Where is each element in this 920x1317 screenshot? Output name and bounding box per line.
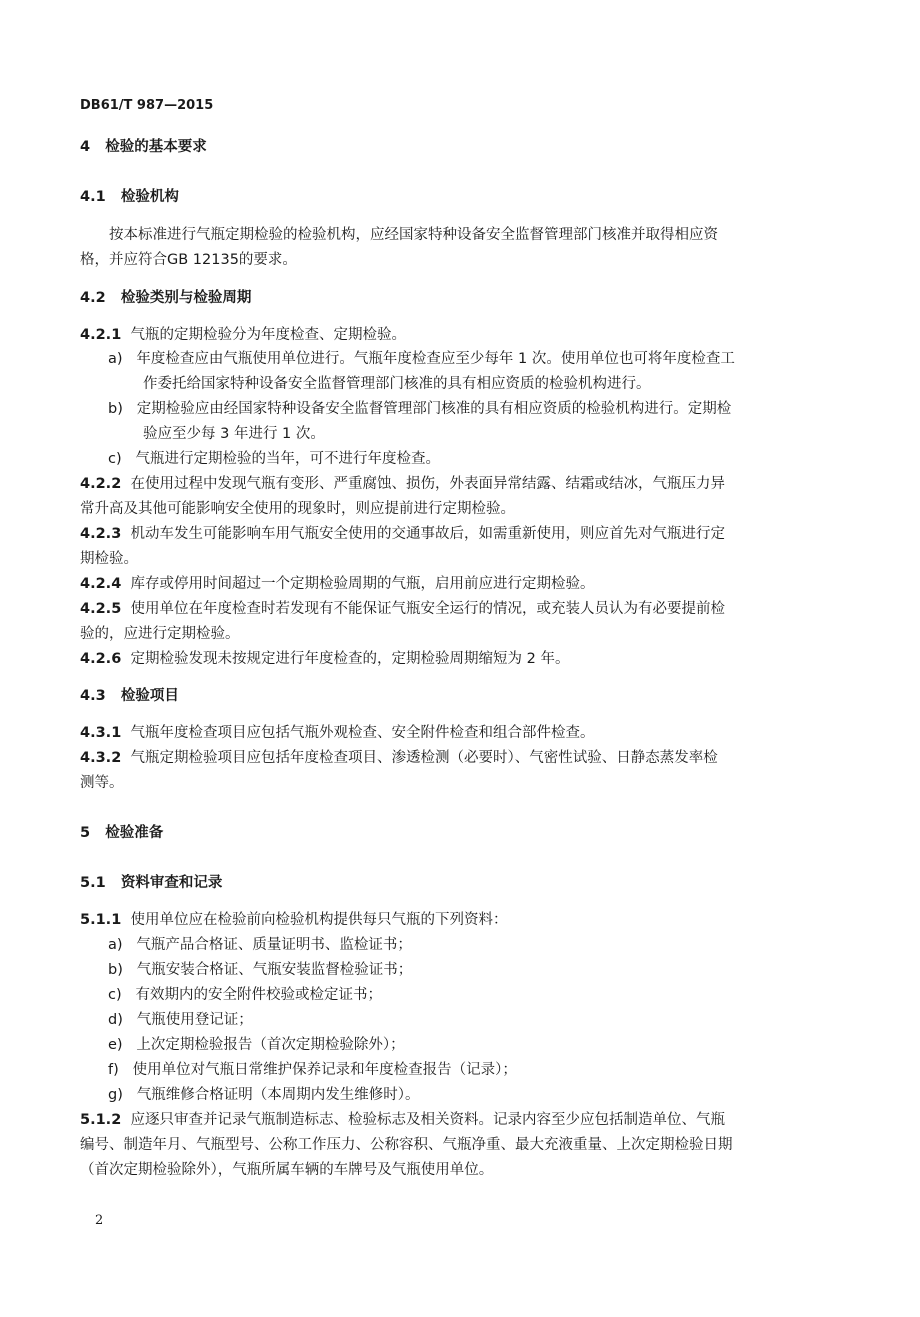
- list-item: [108, 1060, 517, 1080]
- list-text: 定期检验应由经国家特种设备安全监督管理部门核准的具有相应资质的检验机构进行。定期检: [136, 401, 732, 417]
- section-number: 4: [80, 139, 91, 155]
- clause-cont: 验的，应进行定期检验。: [80, 626, 240, 642]
- list-label: c): [108, 451, 122, 467]
- subsection-heading: [80, 288, 251, 308]
- clause-number: 4.3.2: [80, 750, 122, 766]
- list-item-cont: 验应至少每 3 年进行 1 次。: [143, 426, 325, 442]
- clause-text: 使用单位应在检验前向检验机构提供每只气瓶的下列资料：: [130, 912, 508, 928]
- clause-number: 4.2.6: [80, 651, 122, 667]
- list-text: 气瓶维修合格证明（本周期内发生维修时）。: [136, 1087, 420, 1103]
- section-title: 检验的基本要求: [105, 139, 207, 155]
- list-label: a): [108, 351, 123, 367]
- paragraph-line: 按本标准进行气瓶定期检验的检验机构，应经国家特种设备安全监督管理部门核准并取得相应资: [109, 227, 718, 243]
- list-label: a): [108, 937, 123, 953]
- subsection-number: 4.1: [80, 189, 106, 205]
- clause-number: 5.1.2: [80, 1112, 122, 1128]
- list-item: [108, 1035, 405, 1055]
- list-label: e): [108, 1037, 123, 1053]
- subsection-number: 4.2: [80, 290, 106, 306]
- clause-text: 在使用过程中发现气瓶有变形、严重腐蚀、损伤，外表面异常结露、结霜或结冰，气瓶压力异: [130, 476, 726, 492]
- subsection-title: 检验项目: [120, 688, 179, 704]
- subsection-heading: [80, 187, 179, 207]
- clause-number: 5.1.1: [80, 912, 122, 928]
- doc-code: DB61/T 987—2015: [80, 98, 214, 113]
- list-item-cont: 作委托给国家特种设备安全监督管理部门核准的具有相应资质的检验机构进行。: [143, 376, 651, 392]
- clause: [80, 524, 725, 544]
- list-label: c): [108, 987, 122, 1003]
- clause: [80, 325, 406, 345]
- clause-text: 气瓶定期检验项目应包括年度检查项目、渗透检测（必要时）、气密性试验、日静态蒸发率检: [130, 750, 718, 766]
- subsection-title: 检验类别与检验周期: [120, 290, 252, 306]
- clause: [80, 574, 595, 594]
- clause-text: 定期检验发现未按规定进行年度检查的，定期检验周期缩短为 2 年。: [130, 651, 570, 667]
- list-text: 气瓶进行定期检验的当年，可不进行年度检查。: [135, 451, 440, 467]
- clause-number: 4.2.1: [80, 327, 122, 343]
- list-label: f): [108, 1062, 119, 1078]
- clause-number: 4.2.5: [80, 601, 122, 617]
- clause-cont: （首次定期检验除外），气瓶所属车辆的车牌号及气瓶使用单位。: [80, 1162, 494, 1178]
- list-item: [108, 960, 412, 980]
- clause-number: 4.2.2: [80, 476, 122, 492]
- list-item: [108, 399, 731, 419]
- section-number: 5: [80, 825, 91, 841]
- list-item: [108, 935, 412, 955]
- list-item: [108, 349, 735, 369]
- clause-cont: 编号、制造年月、气瓶型号、公称工作压力、公称容积、气瓶净重、最大充液重量、上次定期检验日期: [80, 1137, 733, 1153]
- subsection-title: 资料审查和记录: [120, 875, 223, 891]
- list-label: g): [108, 1087, 123, 1103]
- clause: [80, 649, 569, 669]
- paragraph-line: 格，并应符合GB 12135的要求。: [80, 252, 297, 268]
- section-heading: [80, 137, 207, 157]
- clause-cont: 测等。: [80, 775, 124, 791]
- list-label: b): [108, 401, 123, 417]
- list-item: [108, 1010, 253, 1030]
- list-text: 上次定期检验报告（首次定期检验除外）；: [136, 1037, 405, 1053]
- subsection-number: 5.1: [80, 875, 106, 891]
- clause: [80, 910, 508, 930]
- clause-number: 4.2.3: [80, 526, 122, 542]
- clause-number: 4.2.4: [80, 576, 122, 592]
- list-label: d): [108, 1012, 123, 1028]
- clause-text: 使用单位在年度检查时若发现有不能保证气瓶安全运行的情况，或充装人员认为有必要提前检: [130, 601, 726, 617]
- clause: [80, 474, 725, 494]
- clause-text: 气瓶年度检查项目应包括气瓶外观检查、安全附件检查和组合部件检查。: [130, 725, 595, 741]
- subsection-title: 检验机构: [120, 189, 179, 205]
- list-text: 使用单位对气瓶日常维护保养记录和年度检查报告（记录）；: [132, 1062, 517, 1078]
- clause-cont: 常升高及其他可能影响安全使用的现象时，则应提前进行定期检验。: [80, 501, 515, 517]
- clause-text: 气瓶的定期检验分为年度检查、定期检验。: [130, 327, 407, 343]
- clause: [80, 748, 718, 768]
- list-label: b): [108, 962, 123, 978]
- clause-number: 4.3.1: [80, 725, 122, 741]
- section-title: 检验准备: [105, 825, 164, 841]
- list-item: [108, 449, 440, 469]
- page-number: 2: [95, 1213, 104, 1228]
- list-text: 年度检查应由气瓶使用单位进行。气瓶年度检查应至少每年 1 次。使用单位也可将年度检查工: [136, 351, 735, 367]
- section-heading: [80, 823, 163, 843]
- subsection-heading: [80, 686, 179, 706]
- clause-text: 机动车发生可能影响车用气瓶安全使用的交通事故后，如需重新使用，则应首先对气瓶进行定: [130, 526, 726, 542]
- list-text: 气瓶使用登记证；: [136, 1012, 253, 1028]
- clause: [80, 1110, 725, 1130]
- list-item: [108, 985, 382, 1005]
- clause: [80, 723, 595, 743]
- subsection-number: 4.3: [80, 688, 106, 704]
- list-text: 气瓶安装合格证、气瓶安装监督检验证书；: [136, 962, 413, 978]
- clause-text: 应逐只审查并记录气瓶制造标志、检验标志及相关资料。记录内容至少应包括制造单位、气瓶: [130, 1112, 726, 1128]
- list-text: 有效期内的安全附件校验或检定证书；: [135, 987, 382, 1003]
- list-text: 气瓶产品合格证、质量证明书、监检证书；: [136, 937, 412, 953]
- subsection-heading: [80, 873, 222, 893]
- list-item: [108, 1085, 419, 1105]
- clause: [80, 599, 725, 619]
- clause-text: 库存或停用时间超过一个定期检验周期的气瓶，启用前应进行定期检验。: [130, 576, 595, 592]
- clause-cont: 期检验。: [80, 551, 138, 567]
